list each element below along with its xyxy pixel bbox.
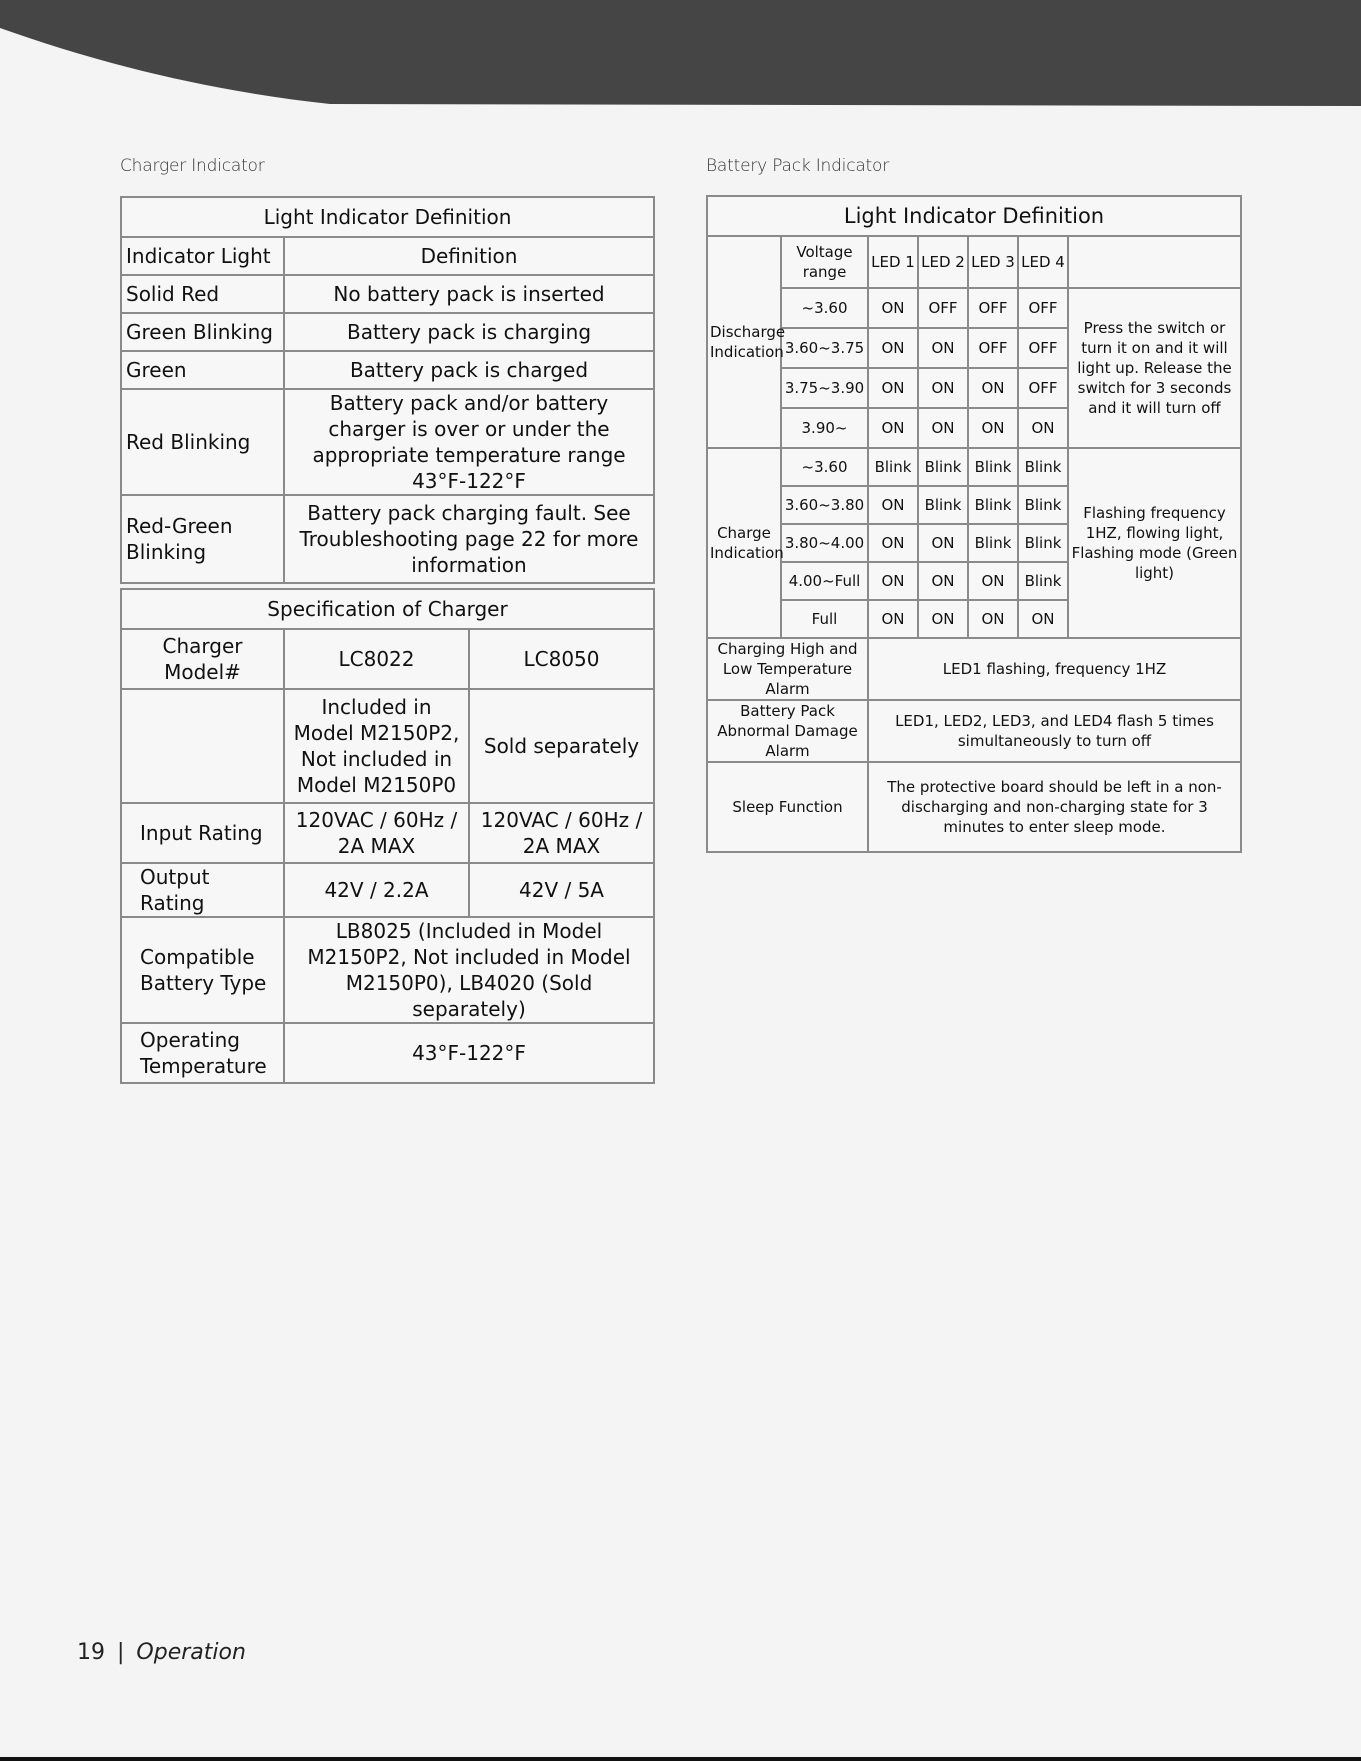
definition-cell: Battery pack and/or battery charger is over or under the appropriate temperature range 43°F-122°F — [284, 389, 654, 495]
table-row — [121, 389, 654, 495]
battery-pack-indicator-label: Battery Pack Indicator — [706, 156, 890, 176]
inclusion-cell: Sold separately — [469, 689, 654, 803]
charge-label: Charge Indication — [707, 448, 781, 638]
output-rating-label: Output Rating — [121, 863, 284, 917]
led-cell: Blink — [968, 448, 1018, 486]
table-row — [707, 638, 1241, 700]
led-cell: ON — [868, 486, 918, 524]
led-cell: Blink — [868, 448, 918, 486]
table-row — [121, 689, 654, 803]
table-title: Specification of Charger — [121, 589, 654, 629]
output-rating-cell: 42V / 5A — [469, 863, 654, 917]
definition-cell: Battery pack charging fault. See Troubleshooting page 22 for more information — [284, 495, 654, 583]
voltage-cell: 3.60~3.80 — [781, 486, 868, 524]
led-cell: OFF — [1018, 288, 1068, 328]
column-header: Voltage range — [781, 236, 868, 288]
led-cell: ON — [868, 562, 918, 600]
page-footer — [77, 1640, 246, 1665]
led-cell: ON — [868, 524, 918, 562]
table-row — [121, 917, 654, 1023]
table-row — [121, 1023, 654, 1083]
input-rating-cell: 120VAC / 60Hz / 2A MAX — [469, 803, 654, 863]
led-cell: OFF — [968, 288, 1018, 328]
led-cell: OFF — [1018, 368, 1068, 408]
table-row — [121, 495, 654, 583]
led-cell: Blink — [918, 486, 968, 524]
charger-spec-table — [120, 588, 655, 1084]
charger-indicator-table — [120, 196, 655, 584]
model-cell: LC8022 — [284, 629, 469, 689]
led-cell: ON — [1018, 600, 1068, 638]
voltage-cell: ~3.60 — [781, 288, 868, 328]
table-row — [707, 762, 1241, 852]
input-rating-cell: 120VAC / 60Hz / 2A MAX — [284, 803, 469, 863]
blank-header — [1068, 236, 1241, 288]
led-cell: ON — [868, 600, 918, 638]
column-header: LED 2 — [918, 236, 968, 288]
led-cell: ON — [1018, 408, 1068, 448]
led-cell: Blink — [1018, 448, 1068, 486]
header-swoosh — [0, 0, 1361, 110]
model-cell: LC8050 — [469, 629, 654, 689]
sleep-function-label: Sleep Function — [707, 762, 868, 852]
table-row — [121, 863, 654, 917]
indicator-light-cell: Green — [121, 351, 284, 389]
led-cell: ON — [968, 408, 1018, 448]
output-rating-cell: 42V / 2.2A — [284, 863, 469, 917]
footer-separator: | — [117, 1640, 125, 1665]
voltage-cell: 3.75~3.90 — [781, 368, 868, 408]
sleep-function-value: The protective board should be left in a non-discharging and non-charging state for 3 minutes to enter sleep mode. — [868, 762, 1241, 852]
led-cell: OFF — [1018, 328, 1068, 368]
led-cell: ON — [918, 328, 968, 368]
led-cell: ON — [918, 600, 968, 638]
column-header: Definition — [284, 237, 654, 275]
voltage-cell: Full — [781, 600, 868, 638]
operating-temperature-label: Operating Temperature — [121, 1023, 284, 1083]
discharge-note: Press the switch or turn it on and it will light up. Release the switch for 3 seconds and it will turn off — [1068, 288, 1241, 448]
table-row — [707, 288, 1241, 328]
column-header: LED 3 — [968, 236, 1018, 288]
led-cell: ON — [868, 328, 918, 368]
indicator-light-cell: Red-Green Blinking — [121, 495, 284, 583]
empty-cell — [121, 689, 284, 803]
led-cell: ON — [868, 368, 918, 408]
led-cell: Blink — [968, 524, 1018, 562]
damage-alarm-label: Battery Pack Abnormal Damage Alarm — [707, 700, 868, 762]
definition-cell: No battery pack is inserted — [284, 275, 654, 313]
table-row — [121, 629, 654, 689]
footer-section: Operation — [136, 1640, 246, 1665]
table-title: Light Indicator Definition — [121, 197, 654, 237]
led-cell: ON — [918, 562, 968, 600]
led-cell: ON — [868, 288, 918, 328]
table-row — [121, 351, 654, 389]
battery-pack-table — [706, 195, 1242, 853]
led-cell: ON — [968, 562, 1018, 600]
indicator-light-cell: Solid Red — [121, 275, 284, 313]
temperature-alarm-value: LED1 flashing, frequency 1HZ — [868, 638, 1241, 700]
inclusion-cell: Included in Model M2150P2, Not included in Model M2150P0 — [284, 689, 469, 803]
charge-note: Flashing frequency 1HZ, flowing light, Flashing mode (Green light) — [1068, 448, 1241, 638]
led-cell: Blink — [918, 448, 968, 486]
voltage-cell: 3.90~ — [781, 408, 868, 448]
table-row — [121, 275, 654, 313]
voltage-cell: ~3.60 — [781, 448, 868, 486]
page-number: 19 — [77, 1640, 105, 1665]
battery-type-cell: LB8025 (Included in Model M2150P2, Not included in Model M2150P0), LB4020 (Sold separately) — [284, 917, 654, 1023]
input-rating-label: Input Rating — [121, 803, 284, 863]
led-cell: Blink — [1018, 524, 1068, 562]
led-cell: ON — [918, 368, 968, 408]
table-row — [121, 313, 654, 351]
column-header: Indicator Light — [121, 237, 284, 275]
voltage-cell: 3.80~4.00 — [781, 524, 868, 562]
model-label: Charger Model# — [121, 629, 284, 689]
damage-alarm-value: LED1, LED2, LED3, and LED4 flash 5 times simultaneously to turn off — [868, 700, 1241, 762]
led-cell: ON — [918, 524, 968, 562]
table-row — [707, 700, 1241, 762]
table-title: Light Indicator Definition — [707, 196, 1241, 236]
indicator-light-cell: Green Blinking — [121, 313, 284, 351]
led-cell: ON — [968, 368, 1018, 408]
led-cell: OFF — [968, 328, 1018, 368]
led-cell: OFF — [918, 288, 968, 328]
table-row — [707, 448, 1241, 486]
indicator-light-cell: Red Blinking — [121, 389, 284, 495]
led-cell: ON — [868, 408, 918, 448]
definition-cell: Battery pack is charged — [284, 351, 654, 389]
temperature-alarm-label: Charging High and Low Temperature Alarm — [707, 638, 868, 700]
table-header-row — [707, 236, 1241, 288]
led-cell: Blink — [1018, 562, 1068, 600]
operating-temperature-cell: 43°F-122°F — [284, 1023, 654, 1083]
voltage-cell: 4.00~Full — [781, 562, 868, 600]
column-header: LED 4 — [1018, 236, 1068, 288]
table-row — [121, 803, 654, 863]
led-cell: Blink — [1018, 486, 1068, 524]
led-cell: Blink — [968, 486, 1018, 524]
discharge-label: Discharge Indication — [707, 236, 781, 448]
battery-type-label: Compatible Battery Type — [121, 917, 284, 1023]
led-cell: ON — [968, 600, 1018, 638]
voltage-cell: 3.60~3.75 — [781, 328, 868, 368]
charger-indicator-label: Charger Indicator — [120, 156, 265, 176]
definition-cell: Battery pack is charging — [284, 313, 654, 351]
bottom-rule — [0, 1757, 1361, 1761]
column-header: LED 1 — [868, 236, 918, 288]
led-cell: ON — [918, 408, 968, 448]
